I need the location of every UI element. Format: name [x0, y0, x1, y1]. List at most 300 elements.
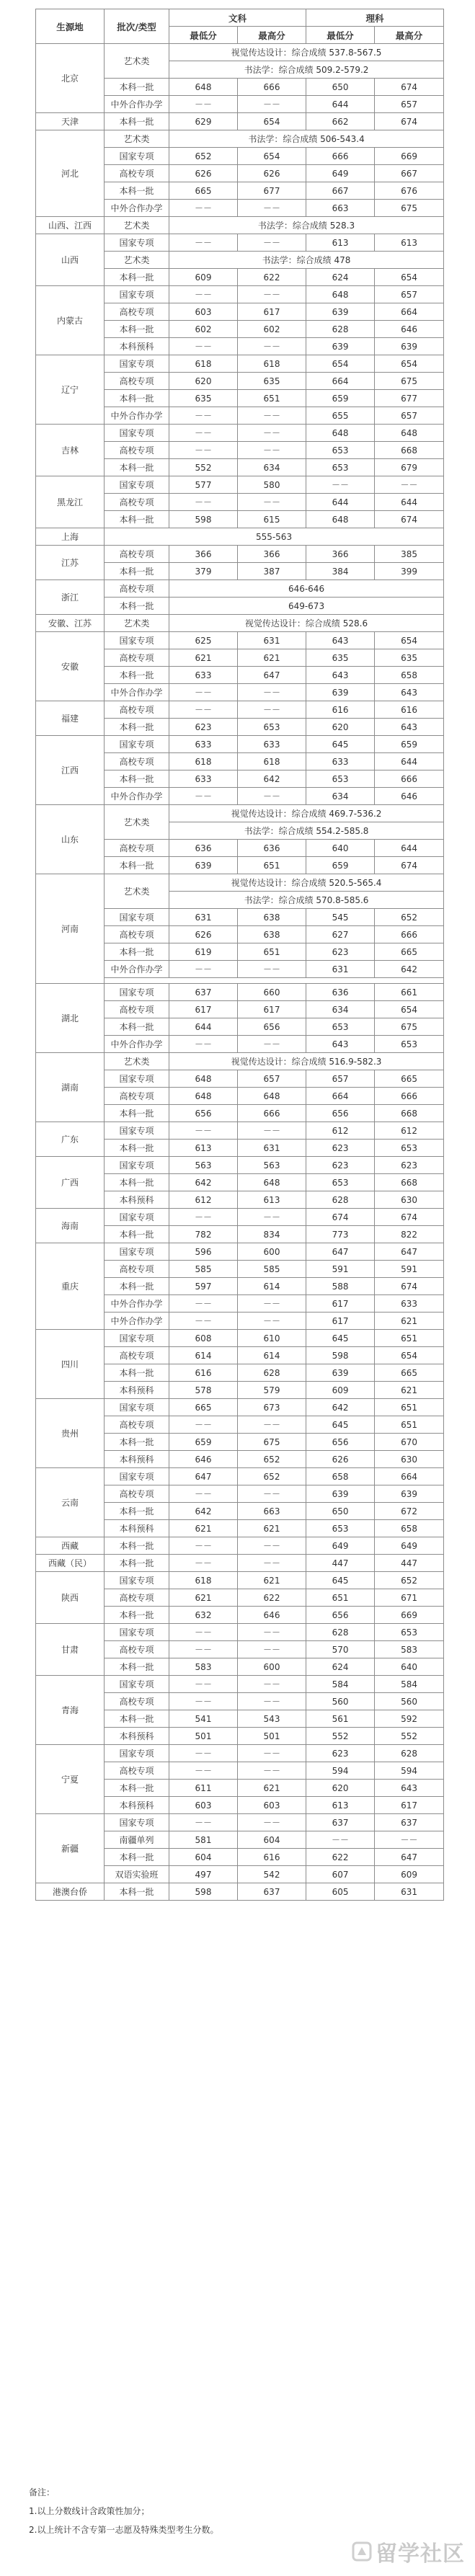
arts-min-cell: 642 — [169, 1174, 238, 1191]
science-max-cell: 668 — [375, 442, 444, 459]
science-max-cell: 661 — [375, 984, 444, 1001]
science-max-cell: 668 — [375, 1174, 444, 1191]
arts-min-cell: 598 — [169, 1883, 238, 1901]
notes-line-2: 2.以上统计不含专第一志愿及特殊类型考生分数。 — [29, 2525, 219, 2535]
arts-min-cell: －－ — [169, 961, 238, 978]
origin-cell: 辽宁 — [36, 355, 105, 425]
arts-max-cell: －－ — [238, 1762, 306, 1780]
arts-max-cell: 652 — [238, 1451, 306, 1468]
arts-max-cell: 501 — [238, 1728, 306, 1745]
arts-max-cell: 651 — [238, 390, 306, 407]
arts-min-cell: －－ — [169, 442, 238, 459]
origin-cell: 青海 — [36, 1676, 105, 1745]
arts-max-cell: 563 — [238, 1157, 306, 1174]
batch-cell: 本科预科 — [105, 1382, 169, 1399]
arts-min-cell: 648 — [169, 1088, 238, 1105]
science-max-cell: 623 — [375, 1157, 444, 1174]
batch-cell: 国家专项 — [105, 1624, 169, 1641]
origin-cell: 湖南 — [36, 1053, 105, 1122]
science-max-cell: 653 — [375, 1624, 444, 1641]
science-max-cell: 670 — [375, 1434, 444, 1451]
watermark-logo-icon — [351, 2541, 373, 2562]
batch-cell: 本科一批 — [105, 1849, 169, 1866]
header-science: 理科 — [306, 9, 444, 27]
batch-cell: 本科一批 — [105, 390, 169, 407]
arts-min-cell: 623 — [169, 719, 238, 736]
art-score-cell: 书法学：综合成绩 570.8-585.6 — [169, 892, 444, 909]
arts-max-cell: －－ — [238, 1624, 306, 1641]
batch-cell: 国家专项 — [105, 1468, 169, 1485]
arts-min-cell: －－ — [169, 407, 238, 425]
table-row — [36, 1555, 444, 1572]
science-max-cell: 822 — [375, 1226, 444, 1243]
arts-min-cell: 501 — [169, 1728, 238, 1745]
arts-max-cell: 622 — [238, 269, 306, 286]
science-min-cell: 639 — [306, 338, 375, 355]
arts-max-cell: －－ — [238, 338, 306, 355]
science-min-cell: 650 — [306, 79, 375, 96]
origin-cell: 港澳台侨 — [36, 1883, 105, 1901]
science-min-cell: 617 — [306, 1295, 375, 1313]
arts-min-cell: －－ — [169, 200, 238, 217]
science-max-cell: 643 — [375, 684, 444, 701]
arts-min-cell: 618 — [169, 753, 238, 770]
arts-max-cell: －－ — [238, 961, 306, 978]
science-min-cell: 645 — [306, 1572, 375, 1589]
arts-max-cell: 618 — [238, 753, 306, 770]
arts-max-cell: 666 — [238, 1105, 306, 1122]
batch-cell: 本科一批 — [105, 511, 169, 528]
science-min-cell: 613 — [306, 234, 375, 252]
arts-min-cell: －－ — [169, 1555, 238, 1572]
batch-cell: 高校专项 — [105, 649, 169, 667]
origin-cell: 安徽、江苏 — [36, 615, 105, 632]
batch-cell: 艺术类 — [105, 252, 169, 269]
batch-cell: 高校专项 — [105, 701, 169, 719]
arts-min-cell: 379 — [169, 563, 238, 580]
origin-cell: 福建 — [36, 701, 105, 736]
science-min-cell: 663 — [306, 200, 375, 217]
science-max-cell: －－ — [375, 476, 444, 494]
batch-cell: 本科一批 — [105, 79, 169, 96]
science-min-cell: 639 — [306, 303, 375, 321]
arts-min-cell: －－ — [169, 788, 238, 805]
arts-min-cell: 656 — [169, 1105, 238, 1122]
arts-min-cell: 497 — [169, 1866, 238, 1883]
origin-cell: 北京 — [36, 44, 105, 113]
batch-cell: 本科一批 — [105, 321, 169, 338]
batch-cell: 高校专项 — [105, 1347, 169, 1364]
arts-max-cell: 602 — [238, 321, 306, 338]
science-min-cell: 626 — [306, 1451, 375, 1468]
arts-max-cell: 675 — [238, 1434, 306, 1451]
arts-min-cell: 665 — [169, 1399, 238, 1416]
batch-cell: 本科预科 — [105, 338, 169, 355]
science-max-cell: 633 — [375, 1295, 444, 1313]
science-min-cell: 647 — [306, 1243, 375, 1261]
arts-max-cell: －－ — [238, 701, 306, 719]
science-max-cell: 617 — [375, 1797, 444, 1814]
origin-cell: 贵州 — [36, 1399, 105, 1468]
batch-cell: 高校专项 — [105, 1001, 169, 1018]
batch-cell: 高校专项 — [105, 1589, 169, 1607]
batch-cell: 本科一批 — [105, 1537, 169, 1555]
table-row — [36, 1624, 444, 1641]
science-min-cell: 643 — [306, 632, 375, 649]
science-max-cell: 621 — [375, 1382, 444, 1399]
science-min-cell: 655 — [306, 407, 375, 425]
arts-max-cell: －－ — [238, 1295, 306, 1313]
batch-cell: 本科一批 — [105, 667, 169, 684]
arts-min-cell: 659 — [169, 1434, 238, 1451]
arts-min-cell: 648 — [169, 79, 238, 96]
batch-cell: 国家专项 — [105, 632, 169, 649]
batch-cell: 艺术类 — [105, 44, 169, 79]
arts-max-cell: 613 — [238, 1191, 306, 1209]
arts-min-cell: 577 — [169, 476, 238, 494]
table-row — [36, 476, 444, 494]
arts-max-cell: 635 — [238, 373, 306, 390]
science-max-cell: 675 — [375, 373, 444, 390]
origin-cell: 新疆 — [36, 1814, 105, 1883]
batch-cell: 本科预科 — [105, 1451, 169, 1468]
science-max-cell: 674 — [375, 857, 444, 874]
arts-min-cell: －－ — [169, 96, 238, 113]
origin-cell: 山东 — [36, 805, 105, 874]
science-max-cell: 664 — [375, 303, 444, 321]
arts-min-cell: －－ — [169, 1295, 238, 1313]
science-min-cell: 588 — [306, 1278, 375, 1295]
science-max-cell: 639 — [375, 338, 444, 355]
science-min-cell: 653 — [306, 1520, 375, 1537]
science-max-cell: 385 — [375, 546, 444, 563]
table-row — [36, 1053, 444, 1070]
batch-cell: 双语实验班 — [105, 1866, 169, 1883]
arts-max-cell: 610 — [238, 1330, 306, 1347]
batch-cell: 本科一批 — [105, 1710, 169, 1728]
batch-cell: 本科一批 — [105, 563, 169, 580]
art-score-cell: 视觉传达设计：综合成绩 516.9-582.3 — [169, 1053, 444, 1070]
science-min-cell: 664 — [306, 1088, 375, 1105]
arts-max-cell: 666 — [238, 79, 306, 96]
science-min-cell: 594 — [306, 1762, 375, 1780]
science-min-cell: 653 — [306, 459, 375, 476]
science-max-cell: 399 — [375, 563, 444, 580]
arts-max-cell: 677 — [238, 182, 306, 200]
batch-cell: 本科一批 — [105, 1140, 169, 1157]
arts-max-cell: 614 — [238, 1347, 306, 1364]
batch-cell: 高校专项 — [105, 580, 169, 598]
batch-cell: 本科一批 — [105, 1364, 169, 1382]
arts-min-cell: －－ — [169, 1485, 238, 1503]
spacer-cell — [105, 978, 444, 984]
watermark-text: 留学社区 — [376, 2541, 465, 2567]
batch-cell: 本科一批 — [105, 1658, 169, 1676]
batch-cell: 本科一批 — [105, 1174, 169, 1191]
science-min-cell: 640 — [306, 840, 375, 857]
science-max-cell: 676 — [375, 182, 444, 200]
arts-max-cell: 580 — [238, 476, 306, 494]
arts-min-cell: －－ — [169, 1537, 238, 1555]
science-min-cell: 623 — [306, 1157, 375, 1174]
science-min-cell: 674 — [306, 1209, 375, 1226]
science-min-cell: 552 — [306, 1728, 375, 1745]
arts-min-cell: 626 — [169, 926, 238, 943]
science-max-cell: 621 — [375, 1313, 444, 1330]
arts-min-cell: 782 — [169, 1226, 238, 1243]
arts-min-cell: 629 — [169, 113, 238, 130]
art-score-cell: 视觉传达设计：综合成绩 528.6 — [169, 615, 444, 632]
arts-max-cell: 637 — [238, 1883, 306, 1901]
origin-cell: 海南 — [36, 1209, 105, 1243]
table-row — [36, 615, 444, 632]
batch-cell: 国家专项 — [105, 1243, 169, 1261]
arts-min-cell: 603 — [169, 303, 238, 321]
arts-min-cell: －－ — [169, 494, 238, 511]
arts-min-cell: 598 — [169, 511, 238, 528]
science-min-cell: 561 — [306, 1710, 375, 1728]
science-min-cell: 645 — [306, 1330, 375, 1347]
science-max-cell: 594 — [375, 1762, 444, 1780]
arts-max-cell: 647 — [238, 667, 306, 684]
arts-min-cell: 665 — [169, 182, 238, 200]
science-max-cell: 672 — [375, 1503, 444, 1520]
origin-cell: 山西、江西 — [36, 217, 105, 234]
arts-min-cell: 631 — [169, 909, 238, 926]
batch-cell: 艺术类 — [105, 130, 169, 148]
arts-min-cell: －－ — [169, 1693, 238, 1710]
origin-cell: 重庆 — [36, 1243, 105, 1330]
batch-cell: 高校专项 — [105, 442, 169, 459]
arts-max-cell: －－ — [238, 1676, 306, 1693]
science-max-cell: 674 — [375, 79, 444, 96]
arts-max-cell: 651 — [238, 943, 306, 961]
arts-max-cell: －－ — [238, 1209, 306, 1226]
arts-max-cell: －－ — [238, 96, 306, 113]
science-min-cell: 584 — [306, 1676, 375, 1693]
arts-min-cell: －－ — [169, 684, 238, 701]
batch-cell: 南疆单列 — [105, 1831, 169, 1849]
arts-max-cell: －－ — [238, 1537, 306, 1555]
arts-max-cell: 663 — [238, 1503, 306, 1520]
science-min-cell: 616 — [306, 701, 375, 719]
table-row — [36, 874, 444, 892]
table-row — [36, 44, 444, 61]
science-max-cell: 628 — [375, 1745, 444, 1762]
batch-cell: 国家专项 — [105, 1676, 169, 1693]
arts-max-cell: 617 — [238, 303, 306, 321]
origin-cell: 四川 — [36, 1330, 105, 1399]
arts-max-cell: －－ — [238, 1555, 306, 1572]
science-max-cell: 447 — [375, 1555, 444, 1572]
science-max-cell: 653 — [375, 1036, 444, 1053]
science-max-cell: 666 — [375, 770, 444, 788]
arts-min-cell: －－ — [169, 1814, 238, 1831]
batch-cell: 本科一批 — [105, 182, 169, 200]
art-score-cell: 书法学：综合成绩 478 — [169, 252, 444, 269]
arts-max-cell: －－ — [238, 286, 306, 303]
batch-cell: 中外合作办学 — [105, 96, 169, 113]
table-body — [36, 9, 444, 1901]
art-score-cell: 视觉传达设计：综合成绩 469.7-536.2 — [169, 805, 444, 822]
batch-cell: 高校专项 — [105, 926, 169, 943]
science-max-cell: 644 — [375, 840, 444, 857]
origin-cell: 河北 — [36, 130, 105, 217]
table-row — [36, 805, 444, 822]
notes — [29, 2483, 432, 2539]
science-max-cell: 648 — [375, 425, 444, 442]
header-arts-min: 最低分 — [169, 27, 238, 44]
batch-cell: 国家专项 — [105, 984, 169, 1001]
science-min-cell: 664 — [306, 373, 375, 390]
header-arts-max: 最高分 — [238, 27, 306, 44]
science-min-cell: 627 — [306, 926, 375, 943]
header-science-max: 最高分 — [375, 27, 444, 44]
batch-cell: 国家专项 — [105, 1209, 169, 1226]
arts-min-cell: 619 — [169, 943, 238, 961]
arts-max-cell: 614 — [238, 1278, 306, 1295]
arts-max-cell: 654 — [238, 113, 306, 130]
science-max-cell: 654 — [375, 1001, 444, 1018]
science-max-cell: 665 — [375, 1364, 444, 1382]
arts-max-cell: 621 — [238, 649, 306, 667]
science-min-cell: 628 — [306, 1624, 375, 1641]
science-min-cell: －－ — [306, 1831, 375, 1849]
table-row — [36, 546, 444, 563]
arts-min-cell: 611 — [169, 1780, 238, 1797]
table-row — [36, 1157, 444, 1174]
science-min-cell: 649 — [306, 165, 375, 182]
arts-max-cell: 660 — [238, 984, 306, 1001]
arts-min-cell: 633 — [169, 736, 238, 753]
science-min-cell: 631 — [306, 961, 375, 978]
batch-cell: 本科一批 — [105, 1434, 169, 1451]
batch-cell: 高校专项 — [105, 494, 169, 511]
science-min-cell: 628 — [306, 1191, 375, 1209]
header-science-min: 最低分 — [306, 27, 375, 44]
science-max-cell: 658 — [375, 1520, 444, 1537]
arts-min-cell: 609 — [169, 269, 238, 286]
arts-min-cell: 366 — [169, 546, 238, 563]
science-max-cell: 666 — [375, 926, 444, 943]
batch-cell: 本科一批 — [105, 1780, 169, 1797]
science-min-cell: 622 — [306, 1849, 375, 1866]
arts-min-cell: 621 — [169, 1589, 238, 1607]
arts-max-cell: －－ — [238, 1416, 306, 1434]
arts-max-cell: －－ — [238, 1814, 306, 1831]
science-min-cell: 605 — [306, 1883, 375, 1901]
origin-cell: 浙江 — [36, 580, 105, 615]
batch-cell: 国家专项 — [105, 1330, 169, 1347]
science-min-cell: 644 — [306, 96, 375, 113]
table-row — [36, 1209, 444, 1226]
science-min-cell: 654 — [306, 355, 375, 373]
batch-cell: 本科一批 — [105, 598, 169, 615]
arts-max-cell: 600 — [238, 1658, 306, 1676]
art-score-cell: 视觉传达设计：综合成绩 537.8-567.5 — [169, 44, 444, 61]
science-min-cell: 617 — [306, 1313, 375, 1330]
arts-min-cell: 621 — [169, 1520, 238, 1537]
header-origin: 生源地 — [36, 9, 105, 44]
arts-max-cell: 657 — [238, 1070, 306, 1088]
origin-cell: 天津 — [36, 113, 105, 130]
arts-min-cell: 639 — [169, 857, 238, 874]
science-max-cell: 669 — [375, 148, 444, 165]
arts-max-cell: －－ — [238, 442, 306, 459]
batch-cell: 本科一批 — [105, 1503, 169, 1520]
arts-max-cell: 648 — [238, 1088, 306, 1105]
arts-max-cell: 654 — [238, 148, 306, 165]
science-max-cell: 659 — [375, 736, 444, 753]
arts-min-cell: 618 — [169, 1572, 238, 1589]
watermark — [328, 2536, 465, 2567]
table-row — [36, 1330, 444, 1347]
arts-max-cell: 366 — [238, 546, 306, 563]
science-min-cell: 447 — [306, 1555, 375, 1572]
batch-cell: 高校专项 — [105, 1641, 169, 1658]
table-row — [36, 1399, 444, 1416]
science-min-cell: 644 — [306, 494, 375, 511]
science-min-cell: 648 — [306, 511, 375, 528]
arts-min-cell: 637 — [169, 984, 238, 1001]
table-row — [36, 1122, 444, 1140]
science-max-cell: 613 — [375, 234, 444, 252]
arts-min-cell: 626 — [169, 165, 238, 182]
table-row — [36, 736, 444, 753]
arts-min-cell: －－ — [169, 1762, 238, 1780]
table-row — [36, 580, 444, 598]
science-max-cell: 609 — [375, 1866, 444, 1883]
arts-min-cell: 648 — [169, 1070, 238, 1088]
arts-max-cell: 387 — [238, 563, 306, 580]
arts-min-cell: 596 — [169, 1243, 238, 1261]
batch-cell: 本科一批 — [105, 269, 169, 286]
science-max-cell: 637 — [375, 1814, 444, 1831]
arts-min-cell: －－ — [169, 425, 238, 442]
arts-min-cell: －－ — [169, 1209, 238, 1226]
batch-cell: 艺术类 — [105, 1053, 169, 1070]
arts-max-cell: －－ — [238, 1313, 306, 1330]
batch-cell: 高校专项 — [105, 165, 169, 182]
arts-max-cell: 651 — [238, 857, 306, 874]
science-min-cell: 598 — [306, 1347, 375, 1364]
arts-max-cell: －－ — [238, 494, 306, 511]
science-min-cell: 648 — [306, 286, 375, 303]
batch-cell: 国家专项 — [105, 1070, 169, 1088]
science-max-cell: 654 — [375, 632, 444, 649]
arts-min-cell: 620 — [169, 373, 238, 390]
science-max-cell: 665 — [375, 943, 444, 961]
batch-cell: 高校专项 — [105, 373, 169, 390]
science-max-cell: 675 — [375, 1018, 444, 1036]
table-row — [36, 1537, 444, 1555]
batch-cell: 本科一批 — [105, 1226, 169, 1243]
arts-min-cell: －－ — [169, 1122, 238, 1140]
science-min-cell: 623 — [306, 1745, 375, 1762]
batch-cell: 本科预科 — [105, 1797, 169, 1814]
science-max-cell: 674 — [375, 511, 444, 528]
batch-cell: 艺术类 — [105, 217, 169, 234]
origin-cell: 安徽 — [36, 632, 105, 701]
arts-max-cell: －－ — [238, 1745, 306, 1762]
science-max-cell: 647 — [375, 1849, 444, 1866]
arts-max-cell: 638 — [238, 926, 306, 943]
arts-max-cell: 673 — [238, 1399, 306, 1416]
arts-max-cell: 834 — [238, 1226, 306, 1243]
table-row — [36, 1243, 444, 1261]
arts-max-cell: 622 — [238, 1589, 306, 1607]
batch-cell: 本科一批 — [105, 943, 169, 961]
